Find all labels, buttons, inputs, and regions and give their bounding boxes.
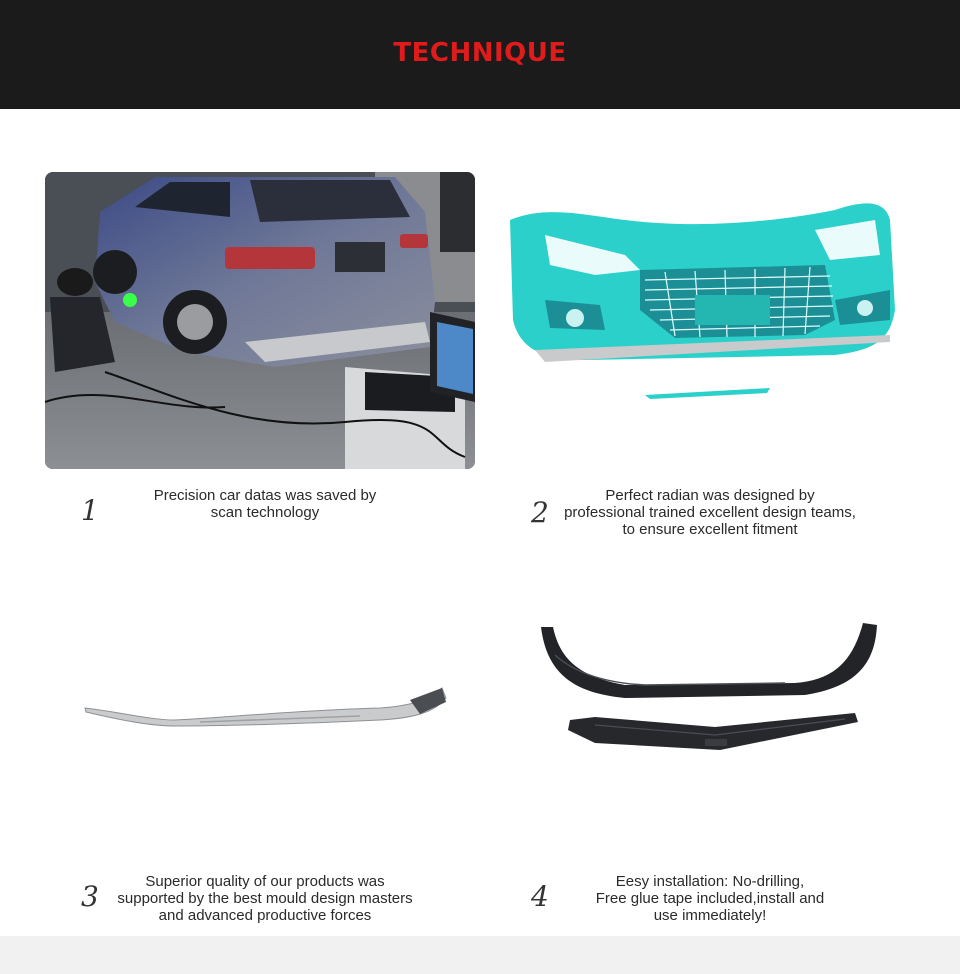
- header-bar: [0, 0, 960, 109]
- step-3-line: and advanced productive forces: [158, 907, 372, 924]
- scan-photo: [45, 172, 475, 469]
- step-description-4: [565, 873, 855, 924]
- step-4-line: use immediately!: [653, 907, 767, 924]
- step-number-1: 1: [81, 494, 99, 527]
- step-1-line: scan technology: [210, 504, 320, 521]
- step-3-line: supported by the best mould design masters: [117, 890, 413, 907]
- step-1-line: Precision car datas was saved by: [153, 487, 377, 504]
- bumper-scan-model: [505, 190, 900, 405]
- step-3-line: Superior quality of our products was: [145, 873, 385, 890]
- step-description-1: [105, 487, 425, 521]
- step-description-2: [545, 487, 875, 538]
- footer-bar: [0, 936, 960, 974]
- page-title: TECHNIQUE: [393, 37, 567, 68]
- step-2-line: professional trained excellent design teams,: [564, 504, 856, 521]
- step-4-line: Eesy installation: No-drilling,: [615, 873, 805, 890]
- step-number-3: 3: [81, 880, 99, 913]
- step-description-3: [95, 873, 435, 924]
- step-2-line: to ensure excellent fitment: [622, 521, 798, 538]
- step-4-line: Free glue tape included,install and: [595, 890, 825, 907]
- step-number-2: 2: [531, 496, 549, 529]
- carbon-front-lips: [535, 615, 885, 765]
- step-number-4: 4: [531, 880, 549, 913]
- step-2-line: Perfect radian was designed by: [605, 487, 815, 504]
- diffuser-mould: [80, 680, 450, 730]
